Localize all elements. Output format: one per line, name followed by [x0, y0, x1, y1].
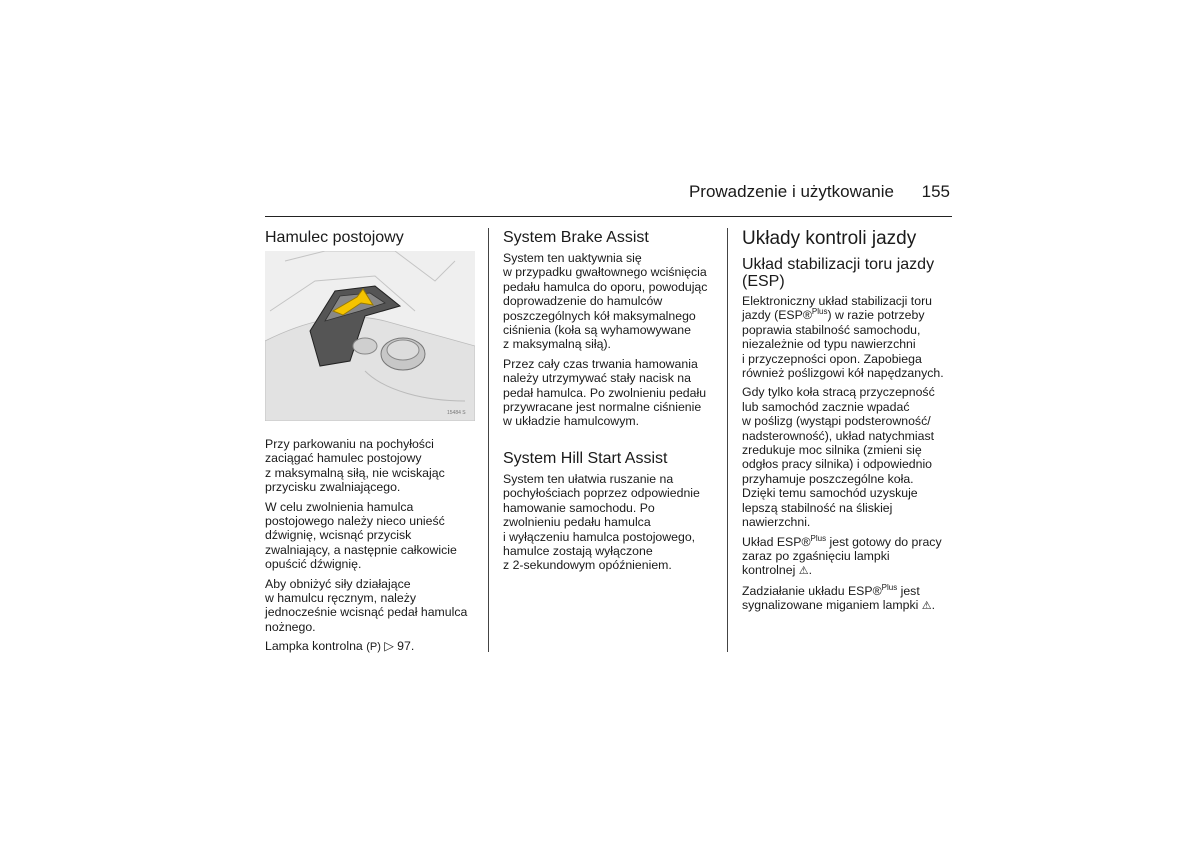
- page-reference[interactable]: 97.: [397, 639, 415, 654]
- esp-warning-icon: ⚠: [798, 565, 809, 578]
- parking-paragraph-3: Aby obniżyć siły działające w hamulcu ręcznym, należy jednocześnie wcisnąć pedał hamulca nożnego.: [265, 576, 468, 634]
- heading-esp: Układ stabilizacji toru jazdy (ESP): [742, 256, 935, 290]
- hill-start-paragraph: System ten ułatwia ruszanie na pochyłościach poprzez odpowiednie hamowanie samochodu. Po zwolnieniu pedału hamulca i wyłączeniu hamulca postojowego, hamulce zostają wyłączone z 2-sekundowym opóźnieniem.: [503, 471, 700, 573]
- esp-paragraph-1: Elektroniczny układ stabilizacji toru jazdy (ESP®$^{Plus}$) w razie potrzeby poprawia stabilność samochodu, niezależnie od typu nawierzchni i przyczepności opon. Zapobiega również poślizgowi kół napędzanych.: [742, 294, 944, 381]
- parking-paragraph-1: Przy parkowaniu na pochyłości zaciągać hamulec postojowy z maksymalną siłą, nie wciskając przycisku zwalniającego.: [265, 437, 445, 495]
- column-parking-brake: [265, 228, 475, 660]
- parking-paragraph-2: W celu zwolnienia hamulca postojowego należy nieco unieść dźwignię, wcisnąć przycisk zwalniający, a następnie całkowicie opuścić dźwignię.: [265, 499, 457, 572]
- heading-brake-assist: System Brake Assist: [503, 229, 649, 246]
- heading-hill-start-assist: System Hill Start Assist: [503, 449, 668, 467]
- column-brake-assist: [503, 228, 715, 578]
- esp-paragraph-3: Układ ESP®$^{Plus}$ jest gotowy do pracy zaraz po zgaśnięciu lampki kontrolnej ⚠.: [742, 533, 942, 578]
- parking-brake-illustration: [265, 251, 475, 421]
- column-divider: [727, 228, 728, 652]
- page-header: [265, 182, 952, 217]
- esp-paragraph-2: Gdy tylko koła stracą przyczepność lub samochód zacznie wpadać w poślizg (wystąpi podsterowność/ nadsterowność), układ natychmiast zredukuje moc silnika (zmieni się odgłos pracy silnika) i odpowiednio przyhamuje poszczególne koła. Dzięki temu samochód uzyskuje lepszą stabilność na śliskiej nawierzchni.: [742, 385, 935, 530]
- esp-paragraph-4: Zadziałanie układu ESP®$^{Plus}$ jest sygnalizowane miganiem lampki ⚠.: [742, 582, 936, 613]
- handbrake-drawing: [265, 251, 475, 421]
- parking-brake-warning-icon: (P): [366, 641, 381, 654]
- esp-warning-icon: ⚠: [921, 600, 932, 613]
- section-title: Prowadzenie i użytkowanie: [688, 182, 894, 201]
- column-driving-control: [742, 228, 954, 619]
- parking-paragraph-4: Lampka kontrolna (P) ▷ 97.: [265, 639, 415, 654]
- brake-assist-paragraph-1: System ten uaktywnia się w przypadku gwałtownego wciśnięcia pedału hamulca do oporu, powodując doprowadzenie do hamulców poszczególnych kół maksymalnego ciśnienia (koła są wyhamowywane z maksymalną siłą).: [503, 251, 708, 352]
- page-number: 155: [921, 182, 950, 201]
- column-divider: [488, 228, 489, 652]
- heading-parking-brake: Hamulec postojowy: [265, 229, 404, 246]
- page-reference-icon: ▷: [384, 639, 394, 654]
- image-code: 15484 S: [447, 410, 466, 416]
- heading-driving-control-systems: Układy kontroli jazdy: [742, 228, 917, 249]
- brake-assist-paragraph-2: Przez cały czas trwania hamowania należy utrzymywać stały nacisk na pedał hamulca. Po zwolnieniu pedału przywracane jest normalne ciśnienie w układzie hamulcowym.: [503, 356, 707, 429]
